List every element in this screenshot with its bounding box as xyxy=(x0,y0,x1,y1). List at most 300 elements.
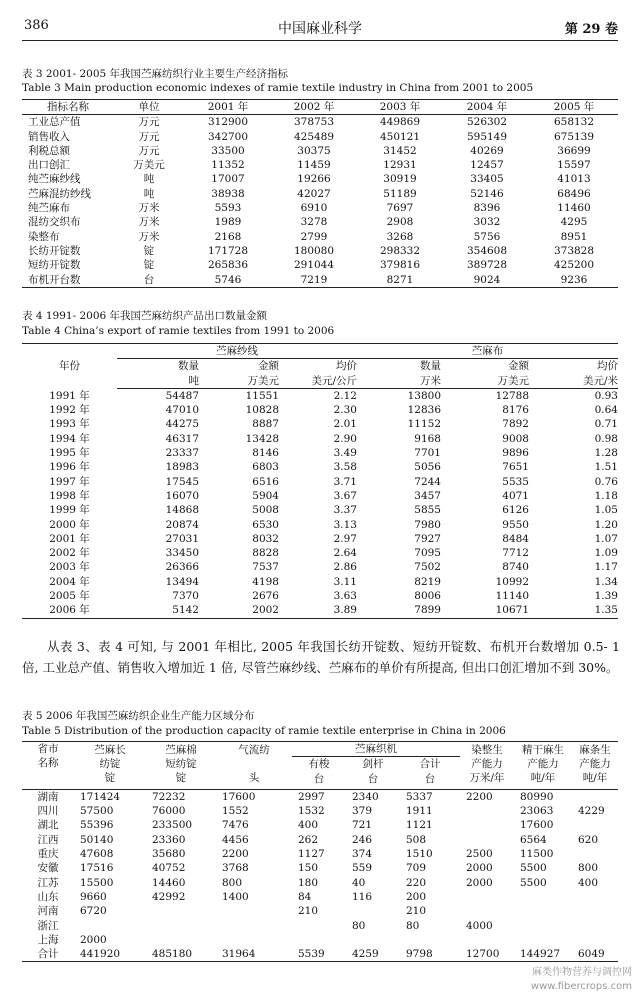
table3-cell: 3268 xyxy=(386,230,414,243)
table4-cell: 4071 xyxy=(502,489,529,502)
table5-header-air-spin: 气流纺 头 xyxy=(216,742,292,786)
table5-row xyxy=(22,818,618,832)
table5-cell: 40 xyxy=(352,876,366,889)
table4-row xyxy=(22,475,618,489)
table5-cell: 55396 xyxy=(80,819,114,832)
table3-cell: 9236 xyxy=(530,273,618,288)
table4-cell: 2.01 xyxy=(333,418,357,431)
table5-header-shuttle: 有梭 xyxy=(308,758,330,771)
table4-cell: 2676 xyxy=(252,590,279,603)
table4-cell: 7537 xyxy=(252,561,279,574)
table5-cell xyxy=(74,919,146,933)
table4-cell: 8006 xyxy=(414,590,441,603)
table5-row xyxy=(22,904,618,918)
table4-subheader-unit: 万美元 xyxy=(441,374,529,389)
table5-cell xyxy=(572,904,618,918)
table4-cell: 2002 xyxy=(199,603,279,618)
table5-cell: 400 xyxy=(578,876,599,889)
table3-row-label: 工业总产值 xyxy=(28,116,81,129)
table4-cell: 1.18 xyxy=(594,489,618,502)
table3-cell: 2168 xyxy=(214,230,242,243)
table3-cell: 312900 xyxy=(207,116,249,129)
table4-cell: 33450 xyxy=(165,547,199,560)
table4-row xyxy=(22,560,618,574)
table3-cell: 41013 xyxy=(557,173,591,186)
watermark-line-1: 麻类作物营养与调控网 xyxy=(532,967,632,978)
table4-cell: 10671 xyxy=(441,603,529,618)
table3-cell: 449869 xyxy=(379,116,421,129)
table3-cell: 298332 xyxy=(379,244,421,257)
table5-cell: 800 xyxy=(222,876,243,889)
table5-cell xyxy=(460,833,514,847)
table3-header-cell: 单位 xyxy=(114,100,184,115)
table5-cell: 5500 xyxy=(520,862,547,875)
table5-header-total: 合计 xyxy=(419,758,441,771)
table4-subheader: 均价 xyxy=(336,360,357,373)
table5-cell xyxy=(514,919,572,933)
table4-cell: 5008 xyxy=(252,504,279,517)
table4-cell: 13800 xyxy=(407,389,441,402)
table5-cell: 6049 xyxy=(572,947,618,962)
table4-subheader-unit: 美元/公斤 xyxy=(279,374,357,389)
table3-header-cell: 2001 年 xyxy=(184,100,272,115)
table3-cell: 万米 xyxy=(138,230,160,243)
table3-cell: 4295 xyxy=(560,216,588,229)
table4-cell: 0.64 xyxy=(594,404,618,417)
table5-cell: 1911 xyxy=(406,805,433,818)
table3-cell: 8396 xyxy=(473,202,501,215)
table3-cell: 3032 xyxy=(473,216,501,229)
table4-cell: 17545 xyxy=(165,475,199,488)
table5-caption-cn: 表 5 2006 年我国苎麻纺织企业生产能力区域分布 xyxy=(22,710,255,722)
table5-region: 江西 xyxy=(37,833,59,846)
table4-cell: 6803 xyxy=(252,461,279,474)
table5 xyxy=(22,741,618,962)
table3-row-label: 利税总额 xyxy=(28,144,70,157)
table4-cell: 3.63 xyxy=(333,590,357,603)
table3-cell: 11460 xyxy=(557,202,591,215)
table3-cell: 5746 xyxy=(184,273,272,288)
table5-cell xyxy=(514,904,572,918)
table5-cell xyxy=(514,933,572,947)
table5-cell: 17516 xyxy=(80,862,114,875)
table4-cell: 8146 xyxy=(252,447,279,460)
table5-cell: 559 xyxy=(352,862,373,875)
table4-cell: 10828 xyxy=(245,404,279,417)
table5-cell: 80990 xyxy=(520,790,554,803)
table4-cell: 7502 xyxy=(414,561,441,574)
table4-row xyxy=(22,403,618,417)
table4-cell: 7712 xyxy=(502,547,529,560)
table4-cell: 18983 xyxy=(165,461,199,474)
table3-row xyxy=(22,144,618,158)
table5-cell: 485180 xyxy=(146,947,216,962)
table3-cell: 354608 xyxy=(466,244,508,257)
table5-cell: 1510 xyxy=(406,848,433,861)
table4-row xyxy=(22,518,618,532)
table3-row-label: 苎麻混纺纱线 xyxy=(28,187,91,200)
table3-cell: 7219 xyxy=(272,273,356,288)
table5-cell: 5337 xyxy=(406,790,433,803)
table4-subheader: 金额 xyxy=(258,360,279,373)
table5-caption-en: Table 5 Distribution of the production capacity of ramie textile enterprise in China in 2006 xyxy=(22,725,506,737)
table4-cell: 0.76 xyxy=(594,475,618,488)
table3-cell: 68496 xyxy=(557,187,591,200)
table5-cell xyxy=(572,818,618,832)
table5-region: 湖北 xyxy=(37,819,59,832)
table5-cell: 1400 xyxy=(222,890,249,903)
table4-year: 2001 年 xyxy=(49,532,90,545)
table4-cell: 1.28 xyxy=(594,447,618,460)
table4-cell: 7701 xyxy=(414,447,441,460)
table3-row xyxy=(22,201,618,215)
table4-cell: 2.64 xyxy=(333,547,357,560)
table3-cell: 30375 xyxy=(297,144,331,157)
table3-row-label: 布机开台数 xyxy=(22,273,114,288)
table4-cell: 2.86 xyxy=(333,561,357,574)
table3-row xyxy=(22,244,618,258)
table4-cell: 7095 xyxy=(414,547,441,560)
table5-cell: 210 xyxy=(298,905,319,918)
table5-cell: 9798 xyxy=(400,947,460,962)
table4-cell: 2.90 xyxy=(333,432,357,445)
table3-cell: 吨 xyxy=(143,187,155,200)
table5-row xyxy=(22,890,618,904)
table3-row-label: 短纺开锭数 xyxy=(28,259,81,272)
table5-cell: 246 xyxy=(352,833,373,846)
table5-cell xyxy=(460,804,514,818)
table3-row xyxy=(22,258,618,272)
table3-row xyxy=(22,187,618,201)
table3-cell: 12457 xyxy=(470,159,504,172)
table5-cell: 2200 xyxy=(222,848,249,861)
table5-cell: 171424 xyxy=(80,790,121,803)
table5-cell: 12700 xyxy=(460,947,514,962)
table4-year: 1997 年 xyxy=(49,475,90,488)
table5-header-region: 省市 名称 xyxy=(22,742,74,786)
table4-year: 2003 年 xyxy=(49,561,90,574)
table4-year: 2004 年 xyxy=(49,575,90,588)
table3-row xyxy=(22,273,618,288)
table5-cell: 1127 xyxy=(298,848,325,861)
table4-cell: 46317 xyxy=(165,432,199,445)
table4-group-yarn: 苎麻纱线 xyxy=(117,344,357,359)
table5-row xyxy=(22,861,618,875)
table5-region: 重庆 xyxy=(37,848,59,861)
table4-year: 1998 年 xyxy=(49,489,90,502)
table4-cell: 16070 xyxy=(165,489,199,502)
table5-region: 合计 xyxy=(22,947,74,962)
table3-cell: 万美元 xyxy=(133,159,165,172)
table5-cell xyxy=(292,933,346,947)
table5-cell xyxy=(514,890,572,904)
table4-cell: 13494 xyxy=(165,575,199,588)
table4-cell: 11140 xyxy=(495,590,529,603)
table3-cell: 265836 xyxy=(207,259,249,272)
table4-cell: 1.20 xyxy=(594,518,618,531)
journal-title: 中国麻业科学 xyxy=(278,21,362,37)
table3-row xyxy=(22,158,618,172)
table5-region: 浙江 xyxy=(37,919,59,932)
table3-cell: 526302 xyxy=(466,116,508,129)
table3-row xyxy=(22,215,618,229)
table3-cell: 38938 xyxy=(211,187,245,200)
table4-cell: 8484 xyxy=(502,532,529,545)
table3-cell: 31452 xyxy=(383,144,417,157)
watermark-line-2: www.fibercrops.com xyxy=(530,981,632,992)
table4-year: 1991 年 xyxy=(49,389,90,402)
table4-row xyxy=(22,388,618,403)
table3-cell: 2908 xyxy=(386,216,414,229)
table5-cell: 709 xyxy=(406,862,427,875)
table5-header-rapier-unit: 台 xyxy=(367,772,379,785)
table4-cell: 7892 xyxy=(502,418,529,431)
table4-cell: 7927 xyxy=(414,532,441,545)
table5-cell xyxy=(216,933,292,947)
table3-cell: 30919 xyxy=(383,173,417,186)
table3-cell: 8951 xyxy=(560,230,588,243)
table3-cell: 171728 xyxy=(207,244,249,257)
table5-cell: 57500 xyxy=(80,805,114,818)
table4-cell: 1.39 xyxy=(594,590,618,603)
table4-cell: 2.97 xyxy=(333,532,357,545)
table4-cell: 8740 xyxy=(502,561,529,574)
table3-caption-en: Table 3 Main production economic indexes of ramie textile industry in China from 2001 to 2005 xyxy=(22,82,534,94)
table4-cell: 4198 xyxy=(252,575,279,588)
table3-cell: 33405 xyxy=(470,173,504,186)
table5-header-looms: 苎麻织机 xyxy=(292,742,460,757)
table4-year: 2006 年 xyxy=(22,603,117,618)
table5-header-total-unit: 台 xyxy=(424,772,436,785)
table4-row xyxy=(22,460,618,474)
table3-caption-cn: 表 3 2001- 2005 年我国苎麻纺织行业主要生产经济指标 xyxy=(22,68,289,80)
table5-cell: 4259 xyxy=(346,947,400,962)
table5-cell: 721 xyxy=(352,819,373,832)
table4-cell: 8887 xyxy=(252,418,279,431)
table5-cell: 5539 xyxy=(292,947,346,962)
table4-cell: 1.05 xyxy=(594,504,618,517)
table4-cell: 1.35 xyxy=(529,603,618,618)
table3-cell: 450121 xyxy=(379,130,421,143)
table4-cell: 27031 xyxy=(165,532,199,545)
table4-cell: 6530 xyxy=(252,518,279,531)
table4-cell: 3.89 xyxy=(279,603,357,618)
table4-caption-en: Table 4 China’s export of ramie textiles from 1991 to 2006 xyxy=(22,325,335,337)
table3-cell: 7697 xyxy=(386,202,414,215)
table4-subheader-unit: 万美元 xyxy=(199,374,279,389)
table5-header-degum: 精干麻生 产能力 吨/年 xyxy=(514,742,572,786)
table5-cell: 80 xyxy=(406,919,420,932)
table4-row xyxy=(22,503,618,517)
table4-year: 1995 年 xyxy=(49,447,90,460)
table5-cell xyxy=(572,890,618,904)
table4-cell: 6126 xyxy=(502,504,529,517)
table4-cell: 8032 xyxy=(252,532,279,545)
table4-cell: 6516 xyxy=(252,475,279,488)
table5-cell: 76000 xyxy=(152,805,186,818)
table3-cell: 万元 xyxy=(138,130,160,143)
table5-cell: 220 xyxy=(406,876,427,889)
table4-subheader: 数量 xyxy=(420,360,441,373)
table4-cell: 7980 xyxy=(414,518,441,531)
table3-cell: 40269 xyxy=(470,144,504,157)
table3-cell: 1989 xyxy=(214,216,242,229)
table4-year: 2002 年 xyxy=(49,547,90,560)
table4-row xyxy=(22,546,618,560)
table3-cell: 675139 xyxy=(553,130,595,143)
table3-row-label: 销售收入 xyxy=(28,130,70,143)
table4-year: 1996 年 xyxy=(49,461,90,474)
table5-cell: 15500 xyxy=(80,876,114,889)
table4-cell: 26366 xyxy=(165,561,199,574)
table5-cell: 6720 xyxy=(80,905,107,918)
table5-cell: 80 xyxy=(352,919,366,932)
table4-cell: 3.49 xyxy=(333,447,357,460)
table3-cell: 11459 xyxy=(297,159,331,172)
table3-header-cell: 2005 年 xyxy=(530,100,618,115)
table5-cell xyxy=(346,933,400,947)
table4-subheader-unit: 万米 xyxy=(357,374,441,389)
table3-cell: 36699 xyxy=(557,144,591,157)
table3-header-cell: 2002 年 xyxy=(272,100,356,115)
table3-cell: 52146 xyxy=(470,187,504,200)
table4-subheader: 均价 xyxy=(597,360,618,373)
table4-cell: 8828 xyxy=(252,547,279,560)
table5-region: 湖南 xyxy=(37,790,59,803)
table5-cell: 508 xyxy=(406,833,427,846)
table5-row xyxy=(22,833,618,847)
page-number: 386 xyxy=(24,18,49,33)
table3-cell: 3278 xyxy=(300,216,328,229)
table4-cell: 47010 xyxy=(165,404,199,417)
table4-cell: 12836 xyxy=(407,404,441,417)
table4 xyxy=(22,343,618,619)
table5-header-long-spin: 苎麻长 纺锭 锭 xyxy=(74,742,146,786)
table5-cell: 374 xyxy=(352,848,373,861)
table3-row xyxy=(22,130,618,144)
table5-cell: 47608 xyxy=(80,848,114,861)
table4-year-header: 年份 xyxy=(22,344,117,389)
table5-cell: 50140 xyxy=(80,833,114,846)
table4-cell: 9896 xyxy=(502,447,529,460)
table3-cell: 5593 xyxy=(214,202,242,215)
table5-cell: 3768 xyxy=(222,862,249,875)
table4-cell: 3.71 xyxy=(333,475,357,488)
table3-row-label: 出口创汇 xyxy=(28,159,70,172)
table4-row xyxy=(22,589,618,603)
body-paragraph: 从表 3、表 4 可知, 与 2001 年相比, 2005 年我国长纺开锭数、短纺开锭数、布机开台数增加 0.5- 1 倍, 工业总产值、销售收入增加近 1 倍, 尽管苎麻纱线、苎麻布的单价有所提高, 但出口创汇增加不到 30%。 xyxy=(22,639,620,675)
table3-cell: 425200 xyxy=(553,259,595,272)
table3-row xyxy=(22,230,618,244)
table4-subheader: 数量 xyxy=(178,360,199,373)
table5-cell: 17600 xyxy=(222,790,256,803)
table5-cell: 379 xyxy=(352,805,373,818)
table5-cell: 23360 xyxy=(152,833,186,846)
table4-year: 1992 年 xyxy=(49,404,90,417)
table5-cell xyxy=(572,919,618,933)
table5-cell: 5500 xyxy=(520,876,547,889)
table4-subheader: 金额 xyxy=(508,360,529,373)
table5-cell xyxy=(216,919,292,933)
table3-row-label: 长纺开锭数 xyxy=(28,244,81,257)
table5-cell: 2997 xyxy=(298,790,325,803)
table4-cell: 7899 xyxy=(357,603,441,618)
table4-cell: 0.71 xyxy=(594,418,618,431)
table5-row xyxy=(22,804,618,818)
table3-cell: 291044 xyxy=(293,259,335,272)
table3-header-cell: 指标名称 xyxy=(22,100,114,115)
table5-row xyxy=(22,847,618,861)
table5-cell: 2000 xyxy=(80,933,107,946)
table4-year: 1994 年 xyxy=(49,432,90,445)
table5-cell: 233500 xyxy=(152,819,193,832)
table5-cell: 4000 xyxy=(466,919,493,932)
table3-cell: 万米 xyxy=(138,216,160,229)
table3-header-cell: 2004 年 xyxy=(444,100,530,115)
table5-cell xyxy=(460,933,514,947)
table3-cell: 17007 xyxy=(211,173,245,186)
table4-cell: 20874 xyxy=(165,518,199,531)
table4-cell: 2.30 xyxy=(333,404,357,417)
table5-region: 四川 xyxy=(37,805,59,818)
table3-cell: 锭 xyxy=(143,259,155,272)
table5-cell: 2340 xyxy=(352,790,379,803)
table5-cell: 42992 xyxy=(152,890,186,903)
table5-cell xyxy=(460,890,514,904)
table5-cell xyxy=(146,933,216,947)
table5-cell: 180 xyxy=(298,876,319,889)
table4-cell: 5855 xyxy=(414,504,441,517)
table4-subheader-unit: 美元/米 xyxy=(529,374,618,389)
table5-row xyxy=(22,789,618,804)
table5-cell: 800 xyxy=(578,862,599,875)
table4-cell: 3.67 xyxy=(333,489,357,502)
table3-cell: 15597 xyxy=(557,159,591,172)
table5-cell: 17600 xyxy=(520,819,554,832)
table4-cell: 2.12 xyxy=(333,389,357,402)
table5-header-strip: 麻条生 产能力 吨/年 xyxy=(572,742,618,786)
table5-cell: 84 xyxy=(298,890,312,903)
table5-region: 江苏 xyxy=(37,876,59,889)
table4-cell: 1.17 xyxy=(594,561,618,574)
table5-cell: 1532 xyxy=(298,805,325,818)
table5-cell: 40752 xyxy=(152,862,186,875)
table3-cell: 425489 xyxy=(293,130,335,143)
table5-cell: 150 xyxy=(298,862,319,875)
table5-cell xyxy=(400,933,460,947)
table4-year: 2000 年 xyxy=(49,518,90,531)
table5-header-rapier: 剑杆 xyxy=(362,758,384,771)
table3-cell: 9024 xyxy=(444,273,530,288)
table4-cell: 9168 xyxy=(414,432,441,445)
table3-cell: 8271 xyxy=(356,273,444,288)
table4-cell: 1.51 xyxy=(594,461,618,474)
table4-cell: 9008 xyxy=(502,432,529,445)
table4-row xyxy=(22,575,618,589)
table5-cell: 1121 xyxy=(406,819,433,832)
table3-cell: 锭 xyxy=(143,244,155,257)
table5-cell: 6564 xyxy=(520,833,547,846)
table5-row xyxy=(22,876,618,890)
table5-row xyxy=(22,933,618,947)
table5-cell: 14460 xyxy=(152,876,186,889)
table5-cell: 400 xyxy=(298,819,319,832)
table5-cell: 4229 xyxy=(578,805,605,818)
table5-cell xyxy=(460,904,514,918)
table5-cell: 116 xyxy=(352,890,373,903)
table3-cell: 389728 xyxy=(466,259,508,272)
table3 xyxy=(22,99,618,288)
